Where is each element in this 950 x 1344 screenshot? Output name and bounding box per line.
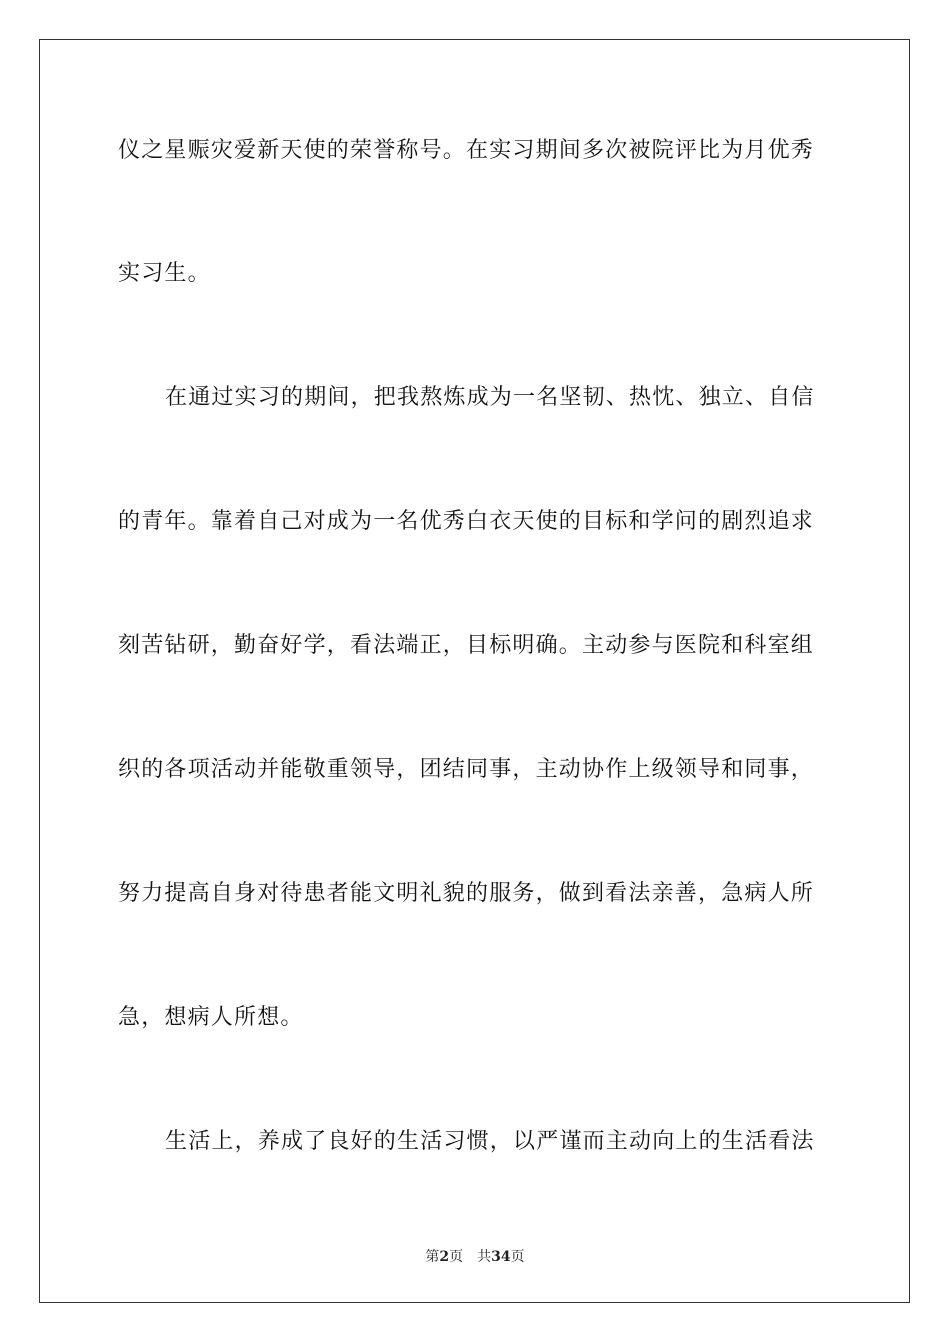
total-prefix: 共 [477, 1249, 492, 1265]
page-prefix: 第 [425, 1249, 440, 1265]
text-line-9: 生活上，养成了良好的生活习惯，以严谨而主动向上的生活看法 [165, 1129, 815, 1154]
text-line-2: 实习生。 [118, 261, 211, 286]
text-line-8: 急，想病人所想。 [118, 1005, 304, 1030]
total-pages: 34 [491, 1249, 511, 1265]
page-suffix: 页 [449, 1249, 464, 1265]
page-number: 2 [439, 1249, 450, 1265]
text-line-3: 在通过实习的期间，把我熬炼成为一名坚韧、热忱、独立、自信 [165, 385, 815, 410]
page-border [39, 39, 910, 1303]
text-line-4: 的青年。靠着自己对成为一名优秀白衣天使的目标和学问的剧烈追求 [118, 509, 815, 534]
text-line-7: 努力提高自身对待患者能文明礼貌的服务，做到看法亲善，急病人所 [118, 881, 815, 906]
total-suffix: 页 [510, 1249, 525, 1265]
text-line-1: 仪之星赈灾爱新天使的荣誉称号。在实习期间多次被院评比为月优秀 [118, 138, 815, 163]
text-line-5: 刻苦钻研，勤奋好学，看法端正，目标明确。主动参与医院和科室组 [118, 633, 815, 658]
text-line-6: 织的各项活动并能敬重领导，团结同事，主动协作上级领导和同事， [118, 757, 815, 782]
page-footer [0, 1247, 950, 1267]
